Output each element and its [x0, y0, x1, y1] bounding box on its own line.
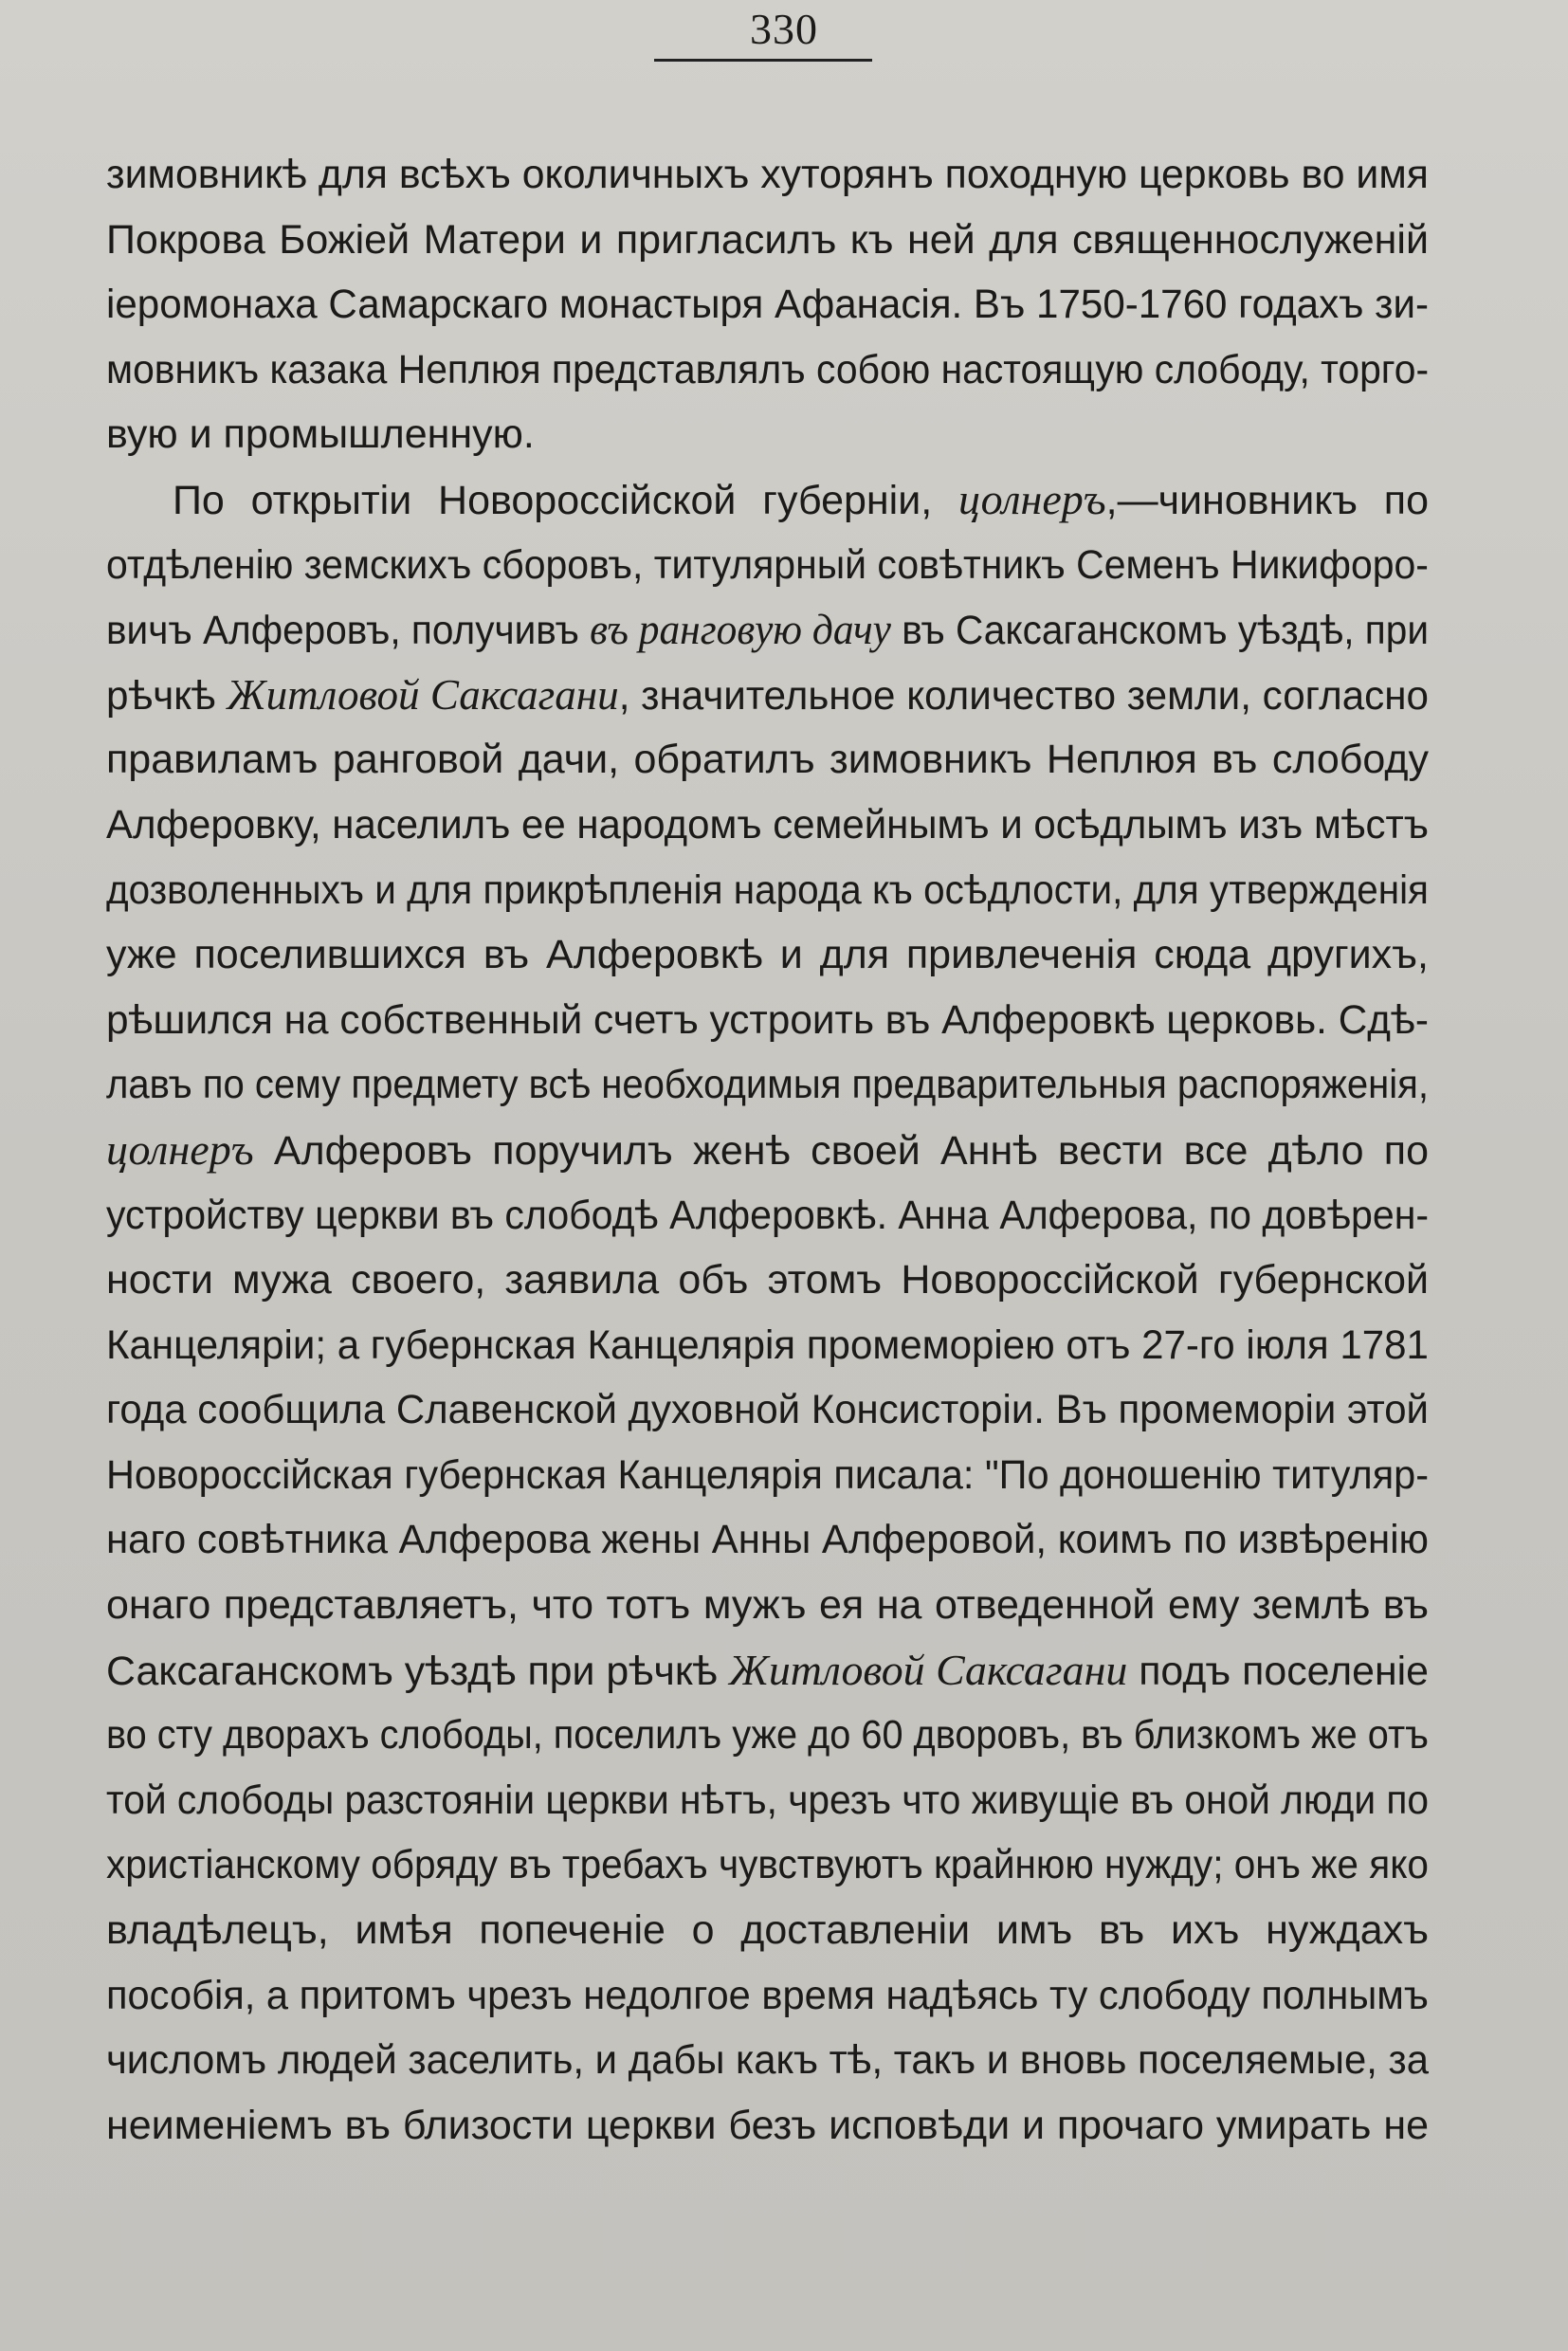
- text-line: онаго представляетъ, что тотъ мужъ ея на отведенной ему землѣ въ: [106, 1582, 1429, 1629]
- text-line: рѣшился на собственный счетъ устроить въ Алферовкѣ церковь. Сдѣ-: [106, 996, 1430, 1043]
- text-line: числомъ людей заселить, и дабы какъ тѣ, такъ и вновь поселяемые, за: [106, 2037, 1429, 2084]
- body-text: [106, 142, 1429, 2158]
- text-line: іеромонаха Самарскаго монастыря Афанасія. Въ 1750-1760 годахъ зи-: [106, 282, 1430, 328]
- text-line: зимовникѣ для всѣхъ околичныхъ хуторянъ походную церковь во имя: [106, 152, 1429, 197]
- text-line: Алферовку, населилъ ее народомъ семейнымъ и осѣдлымъ изъ мѣстъ: [106, 801, 1429, 847]
- text-line: владѣлецъ, имѣя попеченіе о доставленіи имъ въ ихъ нуждахъ: [106, 1907, 1429, 1954]
- text-line: вую и промышленную.: [106, 411, 535, 458]
- text-line: вичъ Алферовъ, получивъ въ ранговую дачу въ Саксаганскомъ уѣздѣ, при: [106, 605, 1430, 654]
- emphasis-text: цолнеръ: [106, 1124, 254, 1174]
- text-line: пособія, а притомъ чрезъ недолгое время надѣясь ту слободу полнымъ: [106, 1972, 1429, 2018]
- page-number: 330: [750, 5, 818, 53]
- text-line: той слободы разстояніи церкви нѣтъ, чрезъ что живущіе въ оной люди по: [106, 1777, 1430, 1823]
- text-line: года сообщила Славенской духовной Консисторіи. Въ промеморіи этой: [106, 1387, 1429, 1433]
- text-line: По открытіи Новороссійской губерніи, цолнеръ,—чиновникъ по: [173, 474, 1429, 523]
- text-line: наго совѣтника Алферова жены Анны Алферовой, коимъ по извѣренію: [106, 1517, 1429, 1563]
- text-line: мовникъ казака Неплюя представлялъ собою настоящую слободу, торго-: [106, 346, 1430, 392]
- text-line: отдѣленію земскихъ сборовъ, титулярный совѣтникъ Семенъ Никифоро-: [106, 541, 1429, 588]
- emphasis-text: Житловой Саксагани: [728, 1645, 1128, 1694]
- text-line: ности мужа своего, заявила объ этомъ Новороссійской губернской: [106, 1257, 1429, 1303]
- emphasis-text: цолнеръ: [958, 474, 1106, 523]
- text-line: Саксаганскомъ уѣздѣ при рѣчкѣ Житловой Саксагани подъ поселеніе: [106, 1645, 1430, 1694]
- emphasis-text: въ ранговую дачу: [590, 605, 891, 654]
- text-line: лавъ по сему предмету всѣ необходимыя предварительныя распоряженія,: [106, 1062, 1430, 1108]
- text-line: дозволенныхъ и для прикрѣпленія народа къ осѣдлости, для утвержденія: [106, 866, 1429, 913]
- text-line: устройству церкви въ слободѣ Алферовкѣ. Анна Алферова, по довѣрен-: [106, 1192, 1430, 1238]
- text-line: правиламъ ранговой дачи, обратилъ зимовникъ Неплюя въ слободу: [106, 737, 1429, 783]
- text-line: Покрова Божіей Матери и пригласилъ къ ней для священнослуженій: [106, 216, 1429, 263]
- text-line: рѣчкѣ Житловой Саксагани, значительное количество земли, согласно: [106, 669, 1430, 719]
- text-line: Канцеляріи; а губернская Канцелярія промеморіею отъ 27-го іюля 1781: [106, 1321, 1429, 1368]
- emphasis-text: Житловой Саксагани: [227, 669, 619, 719]
- text-line: христіанскому обряду въ требахъ чувствуютъ крайнюю нужду; онъ же яко: [106, 1842, 1429, 1888]
- text-line: Новороссійская губернская Канцелярія писала: "По доношенію титуляр-: [106, 1451, 1430, 1498]
- text-line: неименіемъ въ близости церкви безъ исповѣди и прочаго умирать не: [106, 2102, 1429, 2148]
- page-number-rule: [654, 59, 872, 62]
- text-line: уже поселившихся въ Алферовкѣ и для привлеченія сюда другихъ,: [106, 932, 1429, 978]
- text-line: во сту дворахъ слободы, поселилъ уже до 60 дворовъ, въ близкомъ же отъ: [106, 1712, 1429, 1759]
- text-line: цолнеръ Алферовъ поручилъ женѣ своей Аннѣ вести все дѣло по: [106, 1124, 1429, 1174]
